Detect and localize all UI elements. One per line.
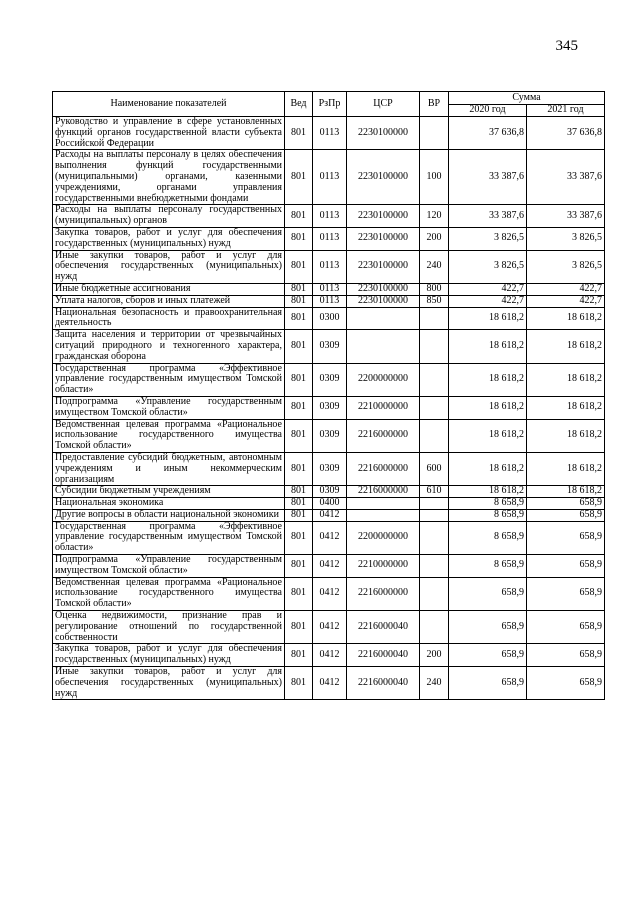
cell-sum-2021: 658,9	[527, 667, 605, 700]
cell-rzpr: 0113	[313, 283, 347, 295]
cell-csr: 2216000000	[347, 486, 420, 498]
cell-vr	[420, 521, 449, 554]
cell-rzpr: 0113	[313, 227, 347, 250]
table-row	[53, 117, 605, 150]
cell-name: Закупка товаров, работ и услуг для обеспечения государственных (муниципальных) нужд	[53, 644, 285, 667]
cell-sum-2021: 33 387,6	[527, 150, 605, 205]
cell-sum-2020: 8 658,9	[449, 498, 527, 510]
table-row	[53, 419, 605, 452]
header-year-2021: 2021 год	[527, 105, 605, 117]
cell-sum-2021: 37 636,8	[527, 117, 605, 150]
table-row	[53, 509, 605, 521]
cell-vr	[420, 555, 449, 578]
table-row	[53, 307, 605, 330]
cell-csr	[347, 330, 420, 363]
table-row	[53, 452, 605, 485]
cell-csr: 2200000000	[347, 521, 420, 554]
cell-name: Предоставление субсидий бюджетным, автономным учреждениям и иным некоммерческим организациям	[53, 452, 285, 485]
cell-ved: 801	[285, 396, 313, 419]
cell-sum-2021: 658,9	[527, 644, 605, 667]
cell-sum-2020: 3 826,5	[449, 250, 527, 283]
cell-ved: 801	[285, 486, 313, 498]
cell-ved: 801	[285, 577, 313, 610]
table-row	[53, 283, 605, 295]
header-csr: ЦСР	[347, 92, 420, 117]
cell-name: Национальная безопасность и правоохранительная деятельность	[53, 307, 285, 330]
cell-sum-2020: 18 618,2	[449, 330, 527, 363]
cell-rzpr: 0400	[313, 498, 347, 510]
cell-sum-2021: 18 618,2	[527, 363, 605, 396]
cell-vr: 800	[420, 283, 449, 295]
cell-name: Расходы на выплаты персоналу в целях обеспечения выполнения функций государственными (муниципальными) органами, казенными учреждениями, органами управления государственными внебюджетными фондами	[53, 150, 285, 205]
cell-ved: 801	[285, 644, 313, 667]
table-body	[53, 117, 605, 700]
header-vr: ВР	[420, 92, 449, 117]
cell-rzpr: 0309	[313, 419, 347, 452]
cell-sum-2020: 658,9	[449, 667, 527, 700]
cell-vr: 600	[420, 452, 449, 485]
table-header	[53, 92, 605, 117]
cell-sum-2021: 18 618,2	[527, 452, 605, 485]
table-row	[53, 486, 605, 498]
table-row	[53, 577, 605, 610]
cell-csr	[347, 307, 420, 330]
cell-sum-2020: 37 636,8	[449, 117, 527, 150]
cell-csr: 2230100000	[347, 227, 420, 250]
table-row	[53, 227, 605, 250]
cell-rzpr: 0309	[313, 330, 347, 363]
cell-csr: 2216000040	[347, 644, 420, 667]
cell-name: Другие вопросы в области национальной экономики	[53, 509, 285, 521]
cell-name: Подпрограмма «Управление государственным имуществом Томской области»	[53, 555, 285, 578]
cell-vr: 100	[420, 150, 449, 205]
cell-rzpr: 0113	[313, 295, 347, 307]
cell-ved: 801	[285, 452, 313, 485]
table-row	[53, 396, 605, 419]
table-row	[53, 330, 605, 363]
page-number: 345	[555, 38, 578, 54]
cell-sum-2020: 658,9	[449, 611, 527, 644]
cell-csr: 2230100000	[347, 205, 420, 228]
cell-name: Ведомственная целевая программа «Рациональное использование государственного имущества Томской области»	[53, 419, 285, 452]
cell-vr: 850	[420, 295, 449, 307]
cell-rzpr: 0113	[313, 150, 347, 205]
cell-sum-2020: 18 618,2	[449, 363, 527, 396]
cell-sum-2020: 18 618,2	[449, 419, 527, 452]
cell-rzpr: 0412	[313, 667, 347, 700]
cell-sum-2020: 33 387,6	[449, 150, 527, 205]
cell-ved: 801	[285, 117, 313, 150]
cell-csr: 2230100000	[347, 150, 420, 205]
cell-sum-2020: 422,7	[449, 295, 527, 307]
cell-rzpr: 0412	[313, 644, 347, 667]
cell-ved: 801	[285, 667, 313, 700]
cell-csr: 2216000040	[347, 667, 420, 700]
cell-name: Расходы на выплаты персоналу государственных (муниципальных) органов	[53, 205, 285, 228]
cell-vr	[420, 117, 449, 150]
cell-rzpr: 0412	[313, 611, 347, 644]
table-row	[53, 150, 605, 205]
cell-name: Защита населения и территории от чрезвычайных ситуаций природного и техногенного характера, гражданская оборона	[53, 330, 285, 363]
cell-rzpr: 0412	[313, 577, 347, 610]
cell-name: Иные закупки товаров, работ и услуг для обеспечения государственных (муниципальных) нужд	[53, 667, 285, 700]
cell-csr: 2216000000	[347, 419, 420, 452]
table-row	[53, 521, 605, 554]
cell-csr: 2216000000	[347, 452, 420, 485]
cell-rzpr: 0309	[313, 396, 347, 419]
cell-sum-2021: 422,7	[527, 283, 605, 295]
cell-sum-2021: 658,9	[527, 611, 605, 644]
cell-ved: 801	[285, 250, 313, 283]
cell-rzpr: 0412	[313, 555, 347, 578]
cell-sum-2020: 422,7	[449, 283, 527, 295]
cell-sum-2020: 658,9	[449, 577, 527, 610]
header-sum: Сумма	[449, 92, 605, 105]
cell-ved: 801	[285, 521, 313, 554]
cell-ved: 801	[285, 283, 313, 295]
cell-csr: 2200000000	[347, 363, 420, 396]
cell-vr	[420, 419, 449, 452]
cell-sum-2021: 658,9	[527, 555, 605, 578]
table-row	[53, 644, 605, 667]
table-row	[53, 667, 605, 700]
table-row	[53, 363, 605, 396]
cell-sum-2020: 18 618,2	[449, 396, 527, 419]
cell-vr	[420, 498, 449, 510]
cell-sum-2021: 3 826,5	[527, 227, 605, 250]
header-ved: Вед	[285, 92, 313, 117]
cell-csr	[347, 498, 420, 510]
cell-ved: 801	[285, 295, 313, 307]
header-year-2020: 2020 год	[449, 105, 527, 117]
cell-name: Уплата налогов, сборов и иных платежей	[53, 295, 285, 307]
cell-vr	[420, 363, 449, 396]
header-name: Наименование показателей	[53, 92, 285, 117]
cell-vr	[420, 307, 449, 330]
cell-vr	[420, 577, 449, 610]
cell-rzpr: 0309	[313, 363, 347, 396]
cell-rzpr: 0412	[313, 521, 347, 554]
cell-name: Национальная экономика	[53, 498, 285, 510]
cell-name: Субсидии бюджетным учреждениям	[53, 486, 285, 498]
cell-sum-2020: 8 658,9	[449, 555, 527, 578]
cell-sum-2021: 658,9	[527, 498, 605, 510]
cell-sum-2020: 658,9	[449, 644, 527, 667]
cell-ved: 801	[285, 227, 313, 250]
cell-rzpr: 0309	[313, 486, 347, 498]
cell-sum-2020: 8 658,9	[449, 509, 527, 521]
cell-name: Ведомственная целевая программа «Рациональное использование государственного имущества Томской области»	[53, 577, 285, 610]
cell-csr: 2230100000	[347, 295, 420, 307]
cell-sum-2021: 18 618,2	[527, 330, 605, 363]
cell-name: Оценка недвижимости, признание прав и регулирование отношений по государственной собственности	[53, 611, 285, 644]
table-row	[53, 611, 605, 644]
cell-csr: 2230100000	[347, 117, 420, 150]
cell-sum-2021: 658,9	[527, 509, 605, 521]
cell-vr: 120	[420, 205, 449, 228]
cell-sum-2020: 3 826,5	[449, 227, 527, 250]
cell-sum-2020: 18 618,2	[449, 486, 527, 498]
cell-vr	[420, 611, 449, 644]
cell-sum-2021: 18 618,2	[527, 307, 605, 330]
cell-vr: 200	[420, 644, 449, 667]
cell-sum-2020: 18 618,2	[449, 452, 527, 485]
cell-sum-2021: 18 618,2	[527, 486, 605, 498]
cell-csr: 2216000040	[347, 611, 420, 644]
cell-rzpr: 0309	[313, 452, 347, 485]
cell-sum-2021: 33 387,6	[527, 205, 605, 228]
cell-name: Государственная программа «Эффективное управление государственным имуществом Томской области»	[53, 363, 285, 396]
cell-vr: 200	[420, 227, 449, 250]
cell-sum-2020: 8 658,9	[449, 521, 527, 554]
table-row	[53, 555, 605, 578]
table-row	[53, 205, 605, 228]
cell-vr	[420, 330, 449, 363]
cell-ved: 801	[285, 419, 313, 452]
table-row	[53, 295, 605, 307]
cell-ved: 801	[285, 150, 313, 205]
cell-sum-2021: 3 826,5	[527, 250, 605, 283]
cell-sum-2021: 658,9	[527, 521, 605, 554]
cell-ved: 801	[285, 363, 313, 396]
cell-sum-2021: 422,7	[527, 295, 605, 307]
cell-vr: 240	[420, 667, 449, 700]
cell-csr: 2210000000	[347, 396, 420, 419]
cell-ved: 801	[285, 330, 313, 363]
cell-ved: 801	[285, 611, 313, 644]
cell-sum-2020: 18 618,2	[449, 307, 527, 330]
cell-ved: 801	[285, 498, 313, 510]
cell-ved: 801	[285, 307, 313, 330]
cell-name: Иные закупки товаров, работ и услуг для обеспечения государственных (муниципальных) нужд	[53, 250, 285, 283]
cell-ved: 801	[285, 205, 313, 228]
cell-rzpr: 0113	[313, 117, 347, 150]
header-rzpr: РзПр	[313, 92, 347, 117]
cell-name: Государственная программа «Эффективное управление государственным имуществом Томской области»	[53, 521, 285, 554]
cell-rzpr: 0113	[313, 250, 347, 283]
cell-csr	[347, 509, 420, 521]
cell-vr	[420, 509, 449, 521]
cell-csr: 2210000000	[347, 555, 420, 578]
cell-vr	[420, 396, 449, 419]
cell-sum-2021: 658,9	[527, 577, 605, 610]
cell-rzpr: 0412	[313, 509, 347, 521]
cell-name: Закупка товаров, работ и услуг для обеспечения государственных (муниципальных) нужд	[53, 227, 285, 250]
cell-ved: 801	[285, 509, 313, 521]
cell-sum-2020: 33 387,6	[449, 205, 527, 228]
table-row	[53, 250, 605, 283]
cell-name: Руководство и управление в сфере установленных функций органов государственной власти субъекта Российской Федерации	[53, 117, 285, 150]
cell-csr: 2230100000	[347, 250, 420, 283]
cell-csr: 2230100000	[347, 283, 420, 295]
cell-name: Подпрограмма «Управление государственным имуществом Томской области»	[53, 396, 285, 419]
cell-sum-2021: 18 618,2	[527, 396, 605, 419]
cell-name: Иные бюджетные ассигнования	[53, 283, 285, 295]
budget-table	[52, 91, 605, 700]
cell-rzpr: 0113	[313, 205, 347, 228]
cell-csr: 2216000000	[347, 577, 420, 610]
cell-vr: 240	[420, 250, 449, 283]
cell-sum-2021: 18 618,2	[527, 419, 605, 452]
cell-ved: 801	[285, 555, 313, 578]
cell-vr: 610	[420, 486, 449, 498]
table-row	[53, 498, 605, 510]
cell-rzpr: 0300	[313, 307, 347, 330]
